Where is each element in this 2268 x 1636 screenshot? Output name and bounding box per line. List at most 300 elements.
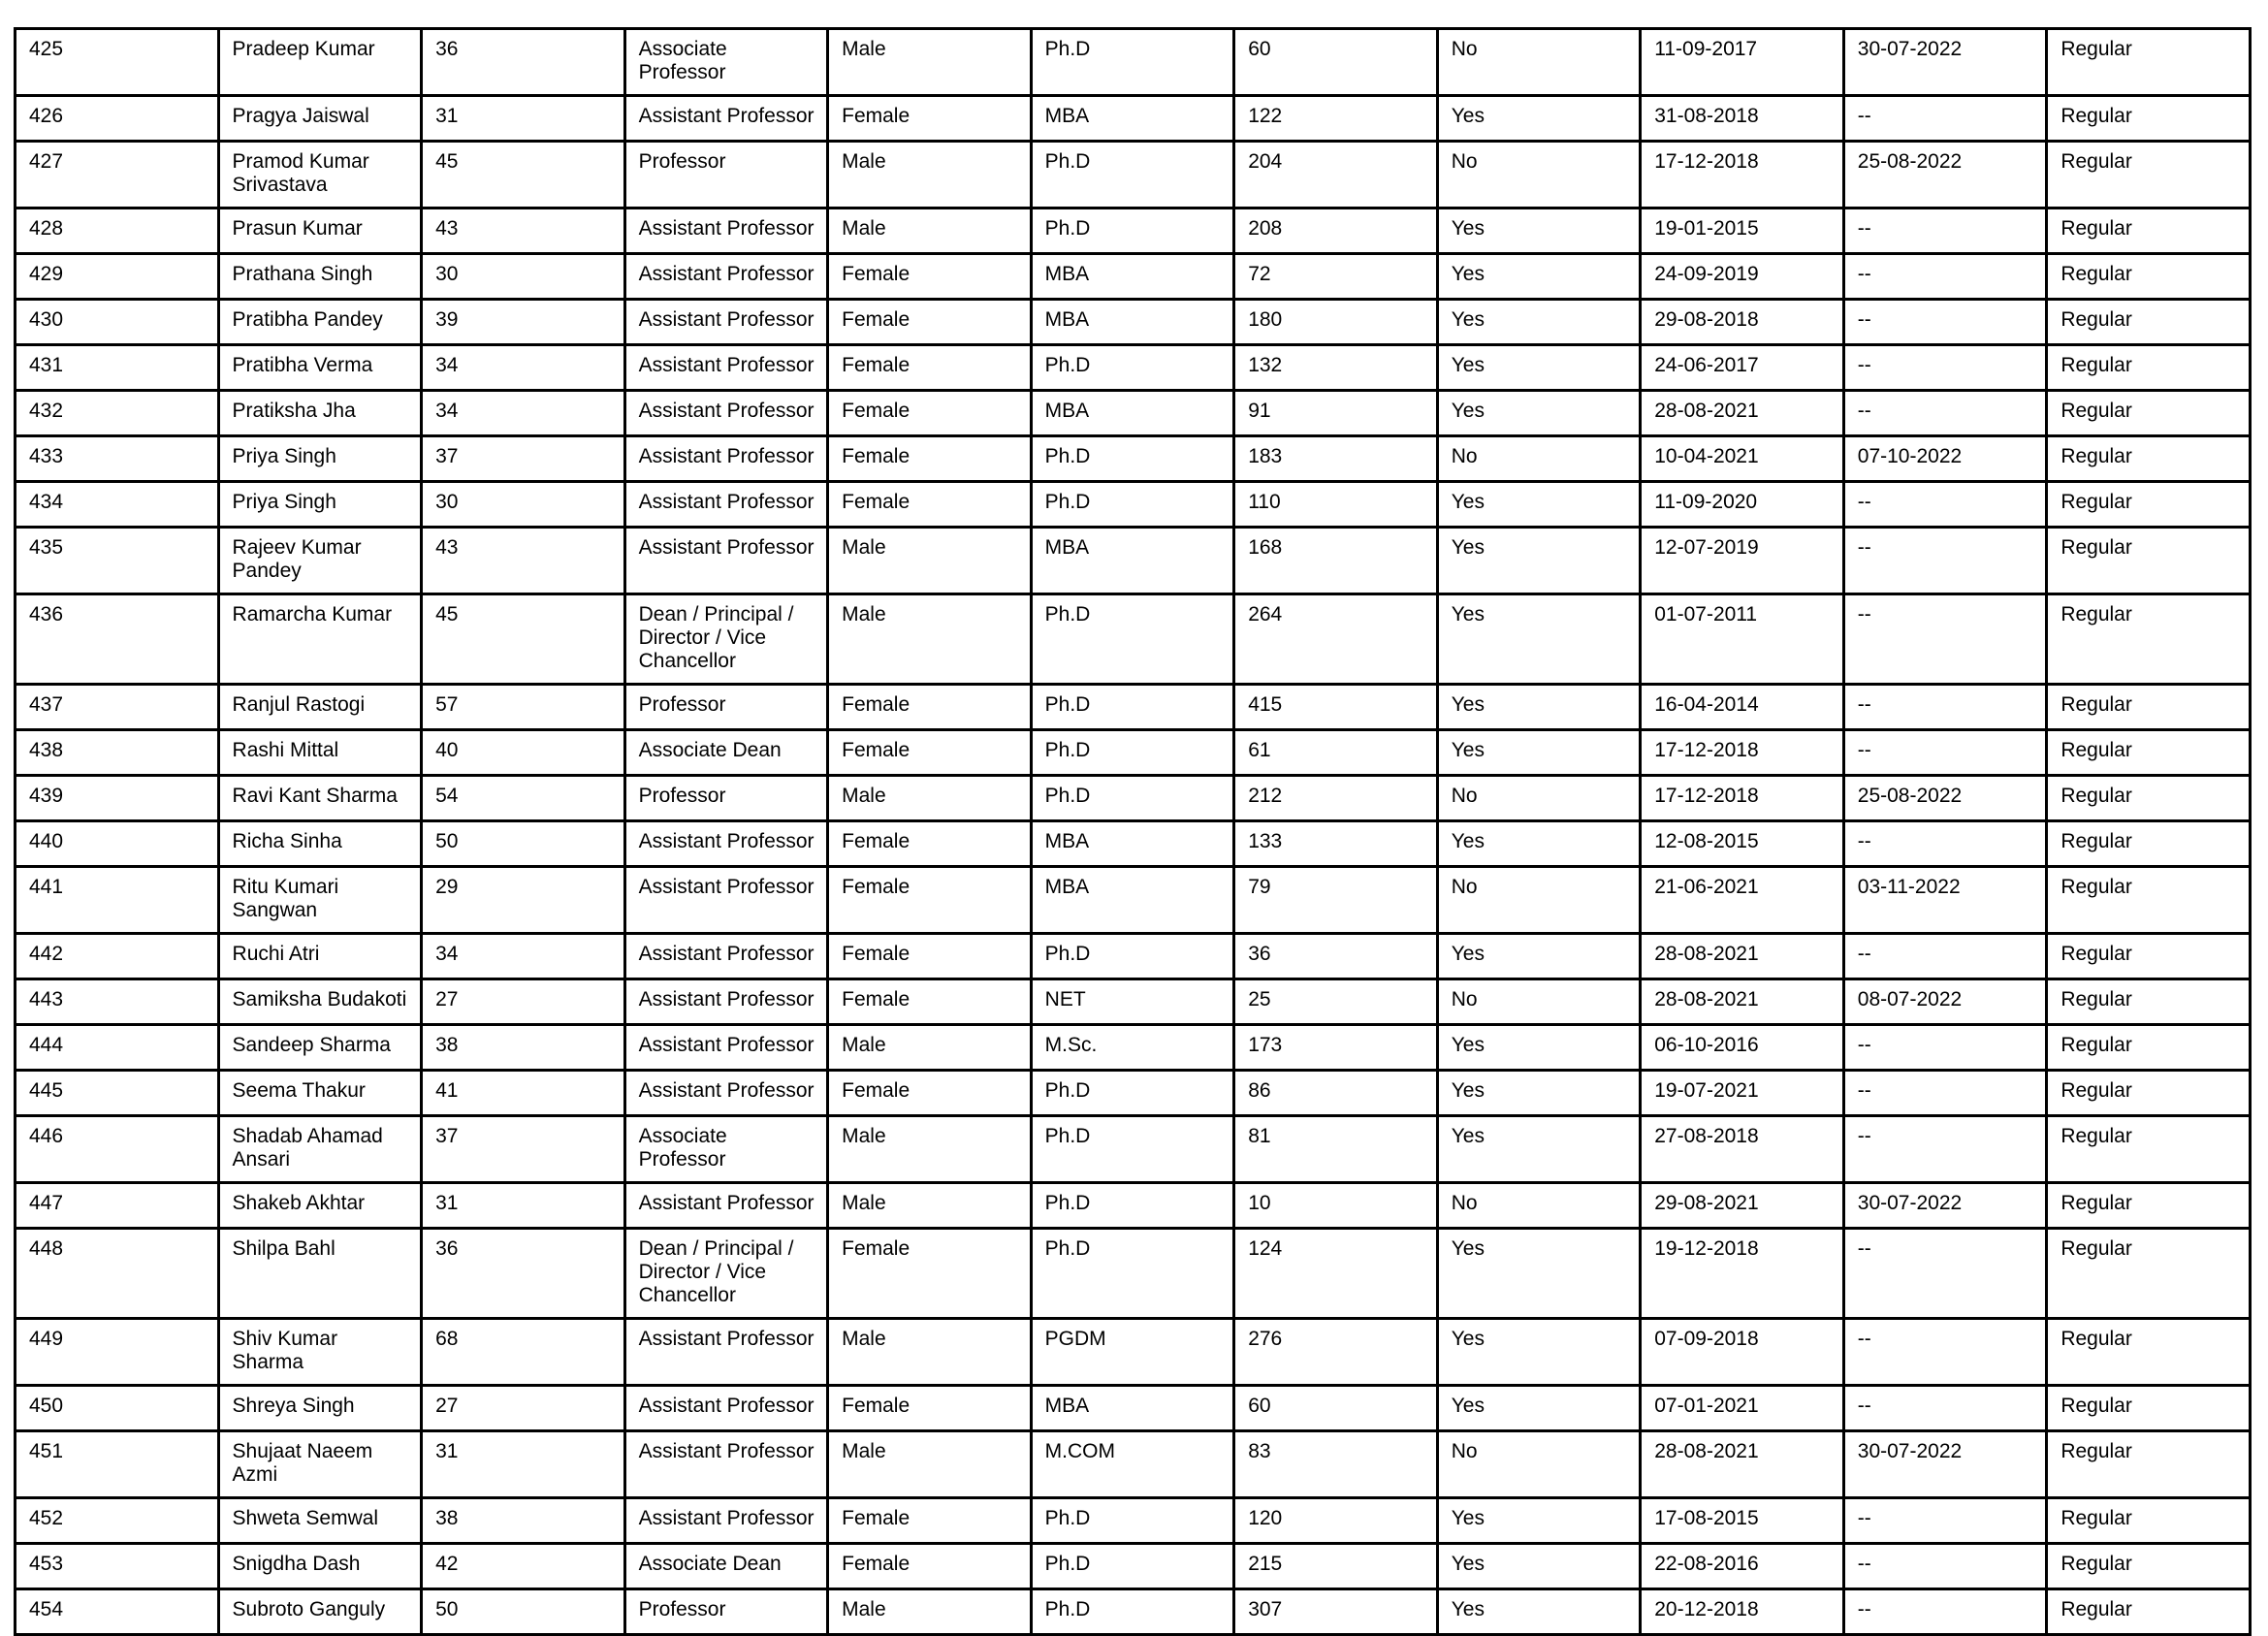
table-cell: Regular (2047, 436, 2251, 482)
table-cell: 110 (1234, 482, 1438, 528)
table-cell: Regular (2047, 96, 2251, 142)
table-cell: 25-08-2022 (1843, 142, 2047, 209)
table-cell: 38 (422, 1498, 625, 1544)
table-cell: Regular (2047, 979, 2251, 1025)
table-cell: 31-08-2018 (1641, 96, 1844, 142)
table-cell: Female (828, 934, 1032, 979)
table-cell: Yes (1437, 209, 1641, 254)
table-cell: 17-12-2018 (1641, 776, 1844, 821)
table-cell: Regular (2047, 1183, 2251, 1229)
table-cell: 445 (16, 1071, 219, 1116)
table-cell: -- (1843, 391, 2047, 436)
table-cell: Rashi Mittal (218, 730, 422, 776)
table-cell: Female (828, 482, 1032, 528)
table-cell: Prasun Kumar (218, 209, 422, 254)
table-cell: -- (1843, 1498, 2047, 1544)
table-cell: 36 (422, 1229, 625, 1319)
table-cell: Shweta Semwal (218, 1498, 422, 1544)
table-cell: Rajeev Kumar Pandey (218, 528, 422, 594)
table-cell: Ruchi Atri (218, 934, 422, 979)
table-cell: Ph.D (1031, 1498, 1234, 1544)
table-cell: Male (828, 29, 1032, 96)
table-cell: Ramarcha Kumar (218, 594, 422, 685)
table-cell: 448 (16, 1229, 219, 1319)
table-cell: Male (828, 594, 1032, 685)
table-cell: 415 (1234, 685, 1438, 730)
table-cell: Assistant Professor (624, 209, 828, 254)
table-cell: Assistant Professor (624, 867, 828, 934)
table-cell: 39 (422, 300, 625, 345)
table-cell: Assistant Professor (624, 436, 828, 482)
table-cell: Ph.D (1031, 1544, 1234, 1589)
table-cell: 45 (422, 142, 625, 209)
table-row (16, 1386, 2251, 1431)
table-row (16, 594, 2251, 685)
table-cell: Female (828, 730, 1032, 776)
table-cell: 10 (1234, 1183, 1438, 1229)
table-cell: No (1437, 776, 1641, 821)
table-cell: 454 (16, 1589, 219, 1635)
table-cell: PGDM (1031, 1319, 1234, 1386)
table-cell: Yes (1437, 345, 1641, 391)
table-cell: -- (1843, 1386, 2047, 1431)
table-cell: 86 (1234, 1071, 1438, 1116)
table-cell: Prathana Singh (218, 254, 422, 300)
table-cell: 124 (1234, 1229, 1438, 1319)
table-cell: Ph.D (1031, 1183, 1234, 1229)
table-cell: 12-07-2019 (1641, 528, 1844, 594)
table-cell: 21-06-2021 (1641, 867, 1844, 934)
table-cell: 428 (16, 209, 219, 254)
table-cell: Regular (2047, 209, 2251, 254)
table-cell: No (1437, 1183, 1641, 1229)
table-cell: 452 (16, 1498, 219, 1544)
table-row (16, 1116, 2251, 1183)
table-cell: Female (828, 1544, 1032, 1589)
table-cell: Shadab Ahamad Ansari (218, 1116, 422, 1183)
table-cell: Assistant Professor (624, 391, 828, 436)
table-cell: 25 (1234, 979, 1438, 1025)
table-row (16, 1025, 2251, 1071)
table-cell: MBA (1031, 254, 1234, 300)
table-row (16, 934, 2251, 979)
table-cell: Female (828, 979, 1032, 1025)
table-row (16, 776, 2251, 821)
table-cell: Associate Professor (624, 1116, 828, 1183)
table-row (16, 1229, 2251, 1319)
table-row (16, 979, 2251, 1025)
table-cell: Pradeep Kumar (218, 29, 422, 96)
table-cell: Professor (624, 776, 828, 821)
table-row (16, 96, 2251, 142)
table-cell: 431 (16, 345, 219, 391)
table-cell: 443 (16, 979, 219, 1025)
table-cell: Regular (2047, 934, 2251, 979)
table-cell: 132 (1234, 345, 1438, 391)
table-cell: 208 (1234, 209, 1438, 254)
table-cell: Ph.D (1031, 1589, 1234, 1635)
table-cell: 50 (422, 1589, 625, 1635)
table-cell: Regular (2047, 300, 2251, 345)
table-cell: Associate Dean (624, 1544, 828, 1589)
table-cell: Sandeep Sharma (218, 1025, 422, 1071)
table-cell: 83 (1234, 1431, 1438, 1498)
table-cell: 183 (1234, 436, 1438, 482)
table-cell: Shilpa Bahl (218, 1229, 422, 1319)
table-cell: 54 (422, 776, 625, 821)
table-cell: 446 (16, 1116, 219, 1183)
table-cell: Pratibha Verma (218, 345, 422, 391)
table-cell: Ph.D (1031, 1229, 1234, 1319)
table-cell: 451 (16, 1431, 219, 1498)
table-cell: 37 (422, 436, 625, 482)
table-cell: Assistant Professor (624, 1386, 828, 1431)
table-cell: -- (1843, 685, 2047, 730)
table-cell: MBA (1031, 821, 1234, 867)
table-cell: Assistant Professor (624, 934, 828, 979)
table-cell: 11-09-2017 (1641, 29, 1844, 96)
table-cell: Regular (2047, 685, 2251, 730)
table-cell: 27 (422, 979, 625, 1025)
table-cell: 29 (422, 867, 625, 934)
table-cell: Female (828, 1071, 1032, 1116)
table-cell: 28-08-2021 (1641, 934, 1844, 979)
table-cell: 16-04-2014 (1641, 685, 1844, 730)
table-cell: Assistant Professor (624, 1498, 828, 1544)
table-cell: 215 (1234, 1544, 1438, 1589)
table-row (16, 1071, 2251, 1116)
table-cell: Regular (2047, 821, 2251, 867)
table-cell: 429 (16, 254, 219, 300)
table-row (16, 29, 2251, 96)
table-cell: Female (828, 821, 1032, 867)
table-cell: Regular (2047, 482, 2251, 528)
table-cell: 24-09-2019 (1641, 254, 1844, 300)
table-cell: Subroto Ganguly (218, 1589, 422, 1635)
table-cell: 30-07-2022 (1843, 1431, 2047, 1498)
table-cell: Male (828, 209, 1032, 254)
table-cell: Priya Singh (218, 482, 422, 528)
table-cell: 01-07-2011 (1641, 594, 1844, 685)
table-cell: Yes (1437, 934, 1641, 979)
table-cell: Ph.D (1031, 482, 1234, 528)
table-cell: Yes (1437, 1071, 1641, 1116)
table-cell: -- (1843, 254, 2047, 300)
table-cell: Ph.D (1031, 209, 1234, 254)
table-row (16, 730, 2251, 776)
table-cell: Pramod Kumar Srivastava (218, 142, 422, 209)
table-cell: Regular (2047, 29, 2251, 96)
table-cell: No (1437, 142, 1641, 209)
table-cell: 81 (1234, 1116, 1438, 1183)
table-cell: -- (1843, 1116, 2047, 1183)
table-cell: MBA (1031, 300, 1234, 345)
table-cell: 28-08-2021 (1641, 391, 1844, 436)
table-cell: 212 (1234, 776, 1438, 821)
table-cell: Yes (1437, 391, 1641, 436)
table-cell: 31 (422, 1431, 625, 1498)
table-cell: Yes (1437, 730, 1641, 776)
table-cell: Samiksha Budakoti (218, 979, 422, 1025)
table-cell: Ph.D (1031, 436, 1234, 482)
table-cell: 120 (1234, 1498, 1438, 1544)
table-cell: -- (1843, 345, 2047, 391)
table-cell: Associate Dean (624, 730, 828, 776)
table-cell: 28-08-2021 (1641, 979, 1844, 1025)
table-cell: Regular (2047, 1071, 2251, 1116)
table-cell: 11-09-2020 (1641, 482, 1844, 528)
table-cell: 426 (16, 96, 219, 142)
table-row (16, 1544, 2251, 1589)
table-row (16, 391, 2251, 436)
table-cell: 453 (16, 1544, 219, 1589)
table-cell: MBA (1031, 96, 1234, 142)
table-cell: -- (1843, 1229, 2047, 1319)
table-cell: Yes (1437, 528, 1641, 594)
table-cell: MBA (1031, 867, 1234, 934)
table-cell: Regular (2047, 1386, 2251, 1431)
table-cell: 425 (16, 29, 219, 96)
table-cell: 10-04-2021 (1641, 436, 1844, 482)
table-cell: Dean / Principal / Director / Vice Chancellor (624, 1229, 828, 1319)
table-cell: 17-12-2018 (1641, 142, 1844, 209)
table-cell: Yes (1437, 1025, 1641, 1071)
table-cell: Ph.D (1031, 1071, 1234, 1116)
table-cell: 27 (422, 1386, 625, 1431)
table-row (16, 345, 2251, 391)
table-cell: Female (828, 1386, 1032, 1431)
table-row (16, 867, 2251, 934)
table-cell: 07-10-2022 (1843, 436, 2047, 482)
table-cell: Ranjul Rastogi (218, 685, 422, 730)
table-cell: 30 (422, 482, 625, 528)
table-cell: Male (828, 1116, 1032, 1183)
table-cell: 30-07-2022 (1843, 1183, 2047, 1229)
table-cell: 434 (16, 482, 219, 528)
table-cell: Assistant Professor (624, 254, 828, 300)
table-row (16, 821, 2251, 867)
table-cell: Ph.D (1031, 934, 1234, 979)
table-cell: Regular (2047, 345, 2251, 391)
table-cell: 436 (16, 594, 219, 685)
table-cell: 20-12-2018 (1641, 1589, 1844, 1635)
table-cell: 68 (422, 1319, 625, 1386)
table-cell: Yes (1437, 1386, 1641, 1431)
table-cell: 19-01-2015 (1641, 209, 1844, 254)
table-row (16, 254, 2251, 300)
table-cell: Pratibha Pandey (218, 300, 422, 345)
table-cell: 45 (422, 594, 625, 685)
table-cell: 432 (16, 391, 219, 436)
table-cell: 307 (1234, 1589, 1438, 1635)
table-cell: 60 (1234, 29, 1438, 96)
table-cell: -- (1843, 1319, 2047, 1386)
table-cell: Female (828, 1498, 1032, 1544)
table-cell: Regular (2047, 1229, 2251, 1319)
table-cell: Ph.D (1031, 776, 1234, 821)
table-cell: 06-10-2016 (1641, 1025, 1844, 1071)
table-cell: Regular (2047, 594, 2251, 685)
table-cell: 07-01-2021 (1641, 1386, 1844, 1431)
table-cell: 449 (16, 1319, 219, 1386)
table-cell: Regular (2047, 1116, 2251, 1183)
table-cell: No (1437, 29, 1641, 96)
table-cell: Assistant Professor (624, 345, 828, 391)
table-cell: Female (828, 391, 1032, 436)
table-cell: 38 (422, 1025, 625, 1071)
table-cell: Professor (624, 142, 828, 209)
table-cell: 43 (422, 209, 625, 254)
table-cell: Shujaat Naeem Azmi (218, 1431, 422, 1498)
table-cell: No (1437, 436, 1641, 482)
table-cell: Assistant Professor (624, 482, 828, 528)
table-cell: MBA (1031, 1386, 1234, 1431)
table-row (16, 209, 2251, 254)
table-cell: 133 (1234, 821, 1438, 867)
table-row (16, 142, 2251, 209)
table-cell: Assistant Professor (624, 300, 828, 345)
table-cell: Male (828, 1183, 1032, 1229)
table-cell: 27-08-2018 (1641, 1116, 1844, 1183)
table-cell: Yes (1437, 1319, 1641, 1386)
table-cell: M.COM (1031, 1431, 1234, 1498)
table-cell: 19-07-2021 (1641, 1071, 1844, 1116)
table-cell: Pratiksha Jha (218, 391, 422, 436)
table-cell: Assistant Professor (624, 1183, 828, 1229)
table-cell: Seema Thakur (218, 1071, 422, 1116)
table-cell: Male (828, 1589, 1032, 1635)
table-cell: 22-08-2016 (1641, 1544, 1844, 1589)
table-cell: -- (1843, 528, 2047, 594)
table-cell: 19-12-2018 (1641, 1229, 1844, 1319)
table-cell: Ph.D (1031, 730, 1234, 776)
table-cell: Dean / Principal / Director / Vice Chancellor (624, 594, 828, 685)
table-cell: Yes (1437, 1116, 1641, 1183)
table-cell: Female (828, 685, 1032, 730)
table-cell: Yes (1437, 1498, 1641, 1544)
table-cell: -- (1843, 300, 2047, 345)
table-cell: Female (828, 436, 1032, 482)
table-cell: Female (828, 1229, 1032, 1319)
table-cell: 42 (422, 1544, 625, 1589)
table-cell: 264 (1234, 594, 1438, 685)
table-cell: Yes (1437, 300, 1641, 345)
table-cell: Female (828, 300, 1032, 345)
table-cell: Yes (1437, 1229, 1641, 1319)
table-cell: 30-07-2022 (1843, 29, 2047, 96)
table-cell: 430 (16, 300, 219, 345)
table-cell: Shreya Singh (218, 1386, 422, 1431)
table-cell: Ph.D (1031, 1116, 1234, 1183)
table-cell: Yes (1437, 1589, 1641, 1635)
table-row (16, 482, 2251, 528)
table-cell: Ph.D (1031, 685, 1234, 730)
table-cell: Yes (1437, 594, 1641, 685)
table-cell: Male (828, 142, 1032, 209)
table-cell: 450 (16, 1386, 219, 1431)
table-cell: -- (1843, 482, 2047, 528)
faculty-table (14, 27, 2252, 1636)
table-cell: Regular (2047, 730, 2251, 776)
table-cell: Male (828, 776, 1032, 821)
table-cell: Regular (2047, 1589, 2251, 1635)
table-cell: Yes (1437, 821, 1641, 867)
table-cell: 438 (16, 730, 219, 776)
table-cell: Assistant Professor (624, 96, 828, 142)
table-cell: Regular (2047, 1319, 2251, 1386)
table-cell: -- (1843, 934, 2047, 979)
table-cell: Assistant Professor (624, 1431, 828, 1498)
table-cell: 31 (422, 1183, 625, 1229)
table-cell: No (1437, 979, 1641, 1025)
table-cell: 168 (1234, 528, 1438, 594)
table-cell: 435 (16, 528, 219, 594)
table-cell: Ph.D (1031, 142, 1234, 209)
table-cell: 50 (422, 821, 625, 867)
table-row (16, 1431, 2251, 1498)
table-cell: Female (828, 345, 1032, 391)
table-cell: Regular (2047, 867, 2251, 934)
table-cell: Yes (1437, 254, 1641, 300)
table-cell: Yes (1437, 685, 1641, 730)
table-cell: Ritu Kumari Sangwan (218, 867, 422, 934)
table-cell: No (1437, 1431, 1641, 1498)
table-cell: 447 (16, 1183, 219, 1229)
table-cell: 03-11-2022 (1843, 867, 2047, 934)
table-cell: Shakeb Akhtar (218, 1183, 422, 1229)
table-cell: Assistant Professor (624, 1071, 828, 1116)
table-cell: 439 (16, 776, 219, 821)
table-cell: Snigdha Dash (218, 1544, 422, 1589)
table-cell: 57 (422, 685, 625, 730)
table-cell: Regular (2047, 528, 2251, 594)
table-row (16, 1183, 2251, 1229)
table-cell: Regular (2047, 1498, 2251, 1544)
table-cell: Pragya Jaiswal (218, 96, 422, 142)
table-cell: Yes (1437, 482, 1641, 528)
table-cell: Ph.D (1031, 345, 1234, 391)
table-cell: 12-08-2015 (1641, 821, 1844, 867)
table-cell: Ravi Kant Sharma (218, 776, 422, 821)
table-cell: 442 (16, 934, 219, 979)
table-cell: -- (1843, 209, 2047, 254)
table-cell: Female (828, 254, 1032, 300)
table-row (16, 1589, 2251, 1635)
table-cell: 173 (1234, 1025, 1438, 1071)
table-cell: Yes (1437, 1544, 1641, 1589)
table-cell: Regular (2047, 254, 2251, 300)
table-cell: 427 (16, 142, 219, 209)
table-cell: Shiv Kumar Sharma (218, 1319, 422, 1386)
table-cell: Regular (2047, 776, 2251, 821)
table-cell: Assistant Professor (624, 979, 828, 1025)
table-cell: 61 (1234, 730, 1438, 776)
table-cell: 276 (1234, 1319, 1438, 1386)
table-cell: 180 (1234, 300, 1438, 345)
table-cell: 41 (422, 1071, 625, 1116)
table-cell: 433 (16, 436, 219, 482)
table-cell: 437 (16, 685, 219, 730)
table-row (16, 685, 2251, 730)
table-cell: -- (1843, 96, 2047, 142)
table-cell: 37 (422, 1116, 625, 1183)
faculty-table-container (14, 27, 2252, 1636)
table-cell: 29-08-2018 (1641, 300, 1844, 345)
table-cell: 440 (16, 821, 219, 867)
table-cell: Assistant Professor (624, 1025, 828, 1071)
table-cell: 36 (422, 29, 625, 96)
table-cell: 34 (422, 391, 625, 436)
